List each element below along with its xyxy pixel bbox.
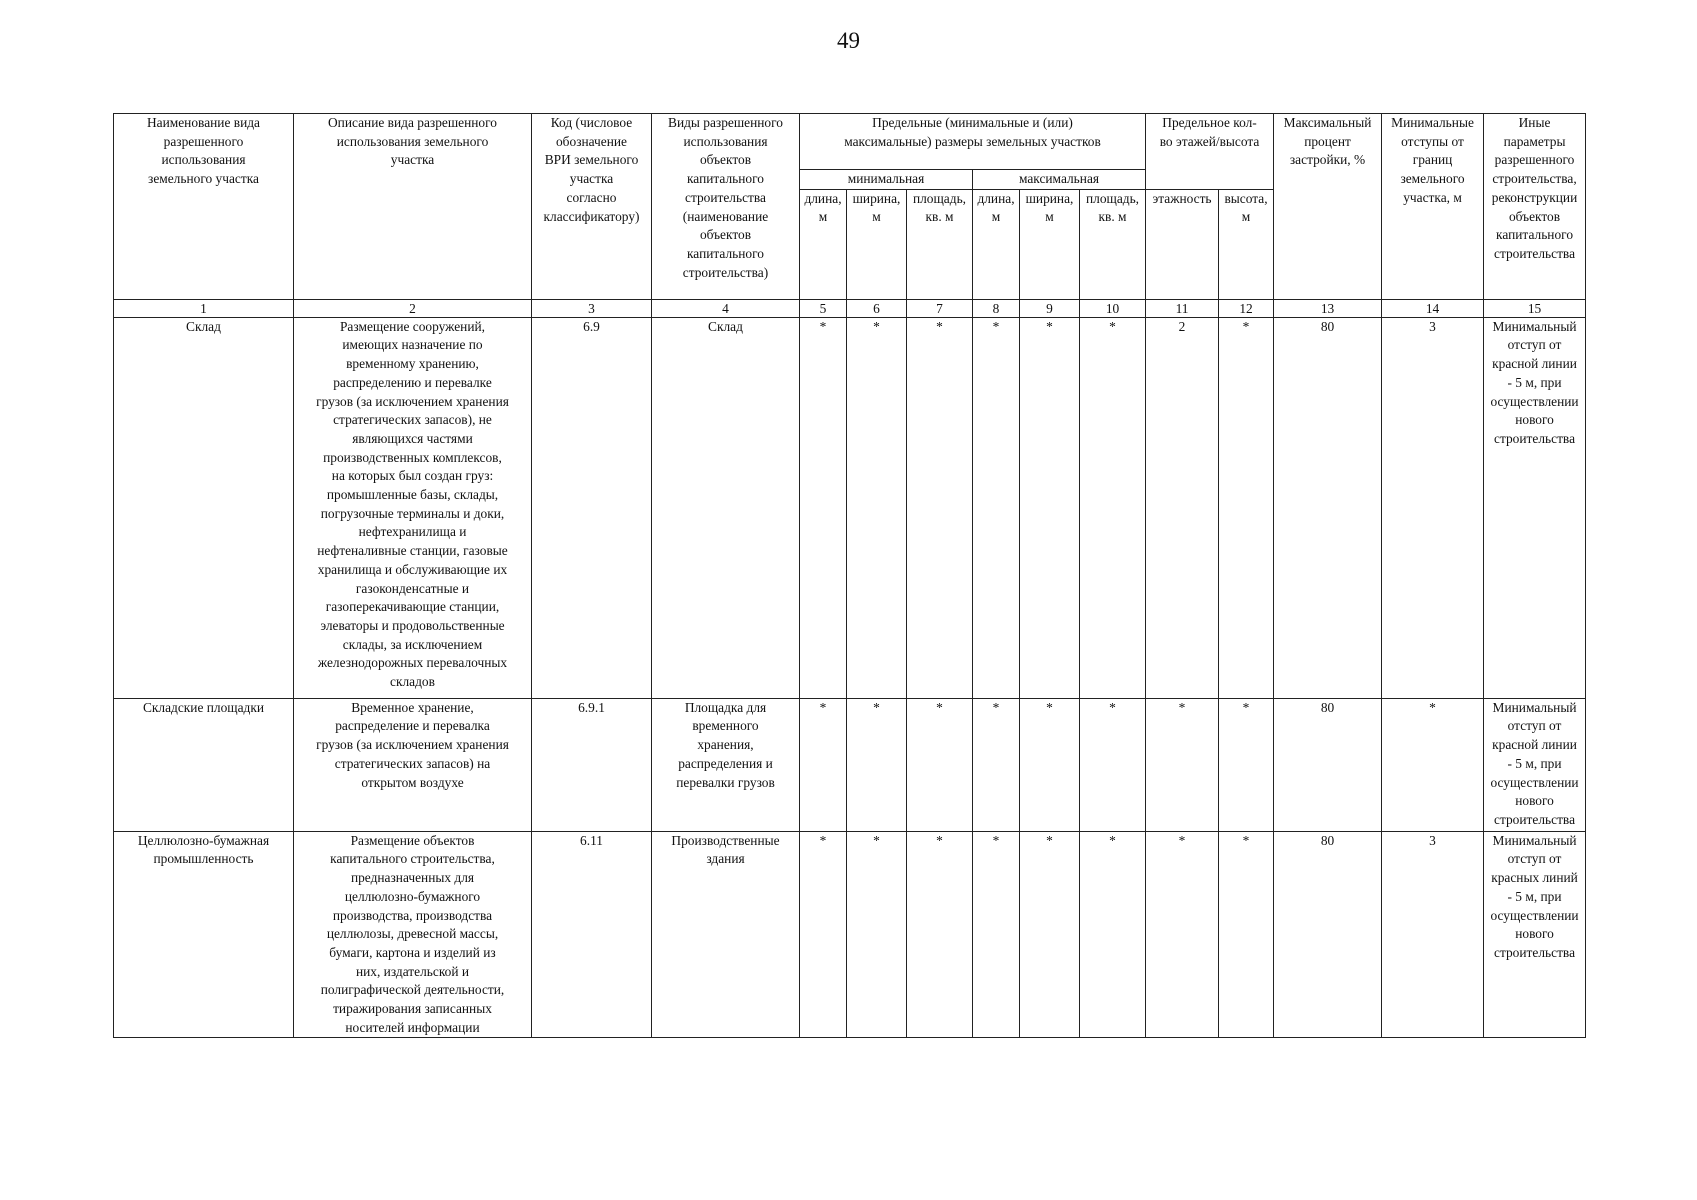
max-coverage-value: 80: [1274, 698, 1382, 831]
min-width-value: *: [847, 831, 907, 1038]
oks-type: Склад: [652, 317, 800, 698]
max-length-value: *: [973, 317, 1020, 698]
max-length-value: *: [973, 698, 1020, 831]
header-max-length: длина, м: [973, 189, 1020, 299]
column-number: 10: [1080, 299, 1146, 317]
column-number: 3: [532, 299, 652, 317]
page-number: 49: [837, 28, 860, 53]
header-floors-height-limits: Предельное кол- во этажей/высота: [1146, 114, 1274, 190]
land-use-name: Складские площадки: [114, 698, 294, 831]
header-row: [114, 114, 1586, 170]
min-width-value: *: [847, 698, 907, 831]
header-oks-types: Виды разрешенного использования объектов капитального строительства (наименование объектов капитального строительства): [652, 114, 800, 300]
header-min-setbacks: Минимальные отступы от границ земельного участка, м: [1382, 114, 1484, 300]
header-max-coverage: Максимальный процент застройки, %: [1274, 114, 1382, 300]
header-min-length: длина, м: [800, 189, 847, 299]
min-width-value: *: [847, 317, 907, 698]
table-row: [114, 831, 1586, 1038]
column-number: 2: [294, 299, 532, 317]
other-params-value: Минимальный отступ от красной линии - 5 м, при осуществлении нового строительства: [1484, 698, 1586, 831]
column-number: 15: [1484, 299, 1586, 317]
height-value: *: [1219, 831, 1274, 1038]
height-value: *: [1219, 317, 1274, 698]
min-setback-value: *: [1382, 698, 1484, 831]
land-use-name: Склад: [114, 317, 294, 698]
min-area-value: *: [907, 317, 973, 698]
header-min-area: площадь, кв. м: [907, 189, 973, 299]
header-max-width: ширина, м: [1020, 189, 1080, 299]
other-params-value: Минимальный отступ от красной линии - 5 м, при осуществлении нового строительства: [1484, 317, 1586, 698]
header-max-area: площадь, кв. м: [1080, 189, 1146, 299]
column-numbers-row: [114, 299, 1586, 317]
max-width-value: *: [1020, 317, 1080, 698]
column-number: 4: [652, 299, 800, 317]
header-code: Код (числовое обозначение ВРИ земельного участка согласно классификатору): [532, 114, 652, 300]
column-number: 13: [1274, 299, 1382, 317]
column-number: 1: [114, 299, 294, 317]
header-floors: этажность: [1146, 189, 1219, 299]
max-length-value: *: [973, 831, 1020, 1038]
land-use-code: 6.9.1: [532, 698, 652, 831]
table-row: [114, 698, 1586, 831]
column-number: 12: [1219, 299, 1274, 317]
min-length-value: *: [800, 698, 847, 831]
oks-type: Площадка для временного хранения, распределения и перевалки грузов: [652, 698, 800, 831]
land-use-regulations-table: [113, 113, 1586, 1038]
oks-type: Производственные здания: [652, 831, 800, 1038]
column-number: 9: [1020, 299, 1080, 317]
land-use-description: Размещение сооружений, имеющих назначение по временному хранению, распределению и перевалке грузов (за исключением хранения стратегических запасов), не являющихся частями производственных комплексов, на которых был создан груз: промышленные базы, склады, погрузочные терминалы и доки, нефтехранилища и нефтеналивные станции, газовые хранилища и обслуживающие их газоконденсатные и газоперекачивающие станции, элеваторы и продовольственные склады, за исключением железнодорожных перевалочных складов: [294, 317, 532, 698]
header-height: высота, м: [1219, 189, 1274, 299]
land-use-code: 6.9: [532, 317, 652, 698]
other-params-value: Минимальный отступ от красных линий - 5 м, при осуществлении нового строительства: [1484, 831, 1586, 1038]
header-other-params: Иные параметры разрешенного строительства, реконструкции объектов капитального строительства: [1484, 114, 1586, 300]
column-number: 7: [907, 299, 973, 317]
column-number: 11: [1146, 299, 1219, 317]
floors-value: *: [1146, 698, 1219, 831]
max-area-value: *: [1080, 317, 1146, 698]
header-description: Описание вида разрешенного использования земельного участка: [294, 114, 532, 300]
min-setback-value: 3: [1382, 831, 1484, 1038]
floors-value: *: [1146, 831, 1219, 1038]
column-number: 8: [973, 299, 1020, 317]
max-width-value: *: [1020, 698, 1080, 831]
header-minimum: минимальная: [800, 170, 973, 190]
min-area-value: *: [907, 698, 973, 831]
max-coverage-value: 80: [1274, 831, 1382, 1038]
header-min-width: ширина, м: [847, 189, 907, 299]
max-width-value: *: [1020, 831, 1080, 1038]
max-area-value: *: [1080, 831, 1146, 1038]
land-use-description: Временное хранение, распределение и перевалка грузов (за исключением хранения стратегических запасов) на открытом воздухе: [294, 698, 532, 831]
min-length-value: *: [800, 831, 847, 1038]
column-number: 14: [1382, 299, 1484, 317]
floors-value: 2: [1146, 317, 1219, 698]
table-row: [114, 317, 1586, 698]
min-area-value: *: [907, 831, 973, 1038]
land-use-name: Целлюлозно-бумажная промышленность: [114, 831, 294, 1038]
header-plot-size-limits: Предельные (минимальные и (или) максимальные) размеры земельных участков: [800, 114, 1146, 170]
max-coverage-value: 80: [1274, 317, 1382, 698]
land-use-description: Размещение объектов капитального строительства, предназначенных для целлюлозно-бумажного производства, производства целлюлозы, древесной массы, бумаги, картона и изделий из них, издательской и полиграфической деятельности, тиражирования записанных носителей информации: [294, 831, 532, 1038]
column-number: 6: [847, 299, 907, 317]
column-number: 5: [800, 299, 847, 317]
max-area-value: *: [1080, 698, 1146, 831]
header-land-use-name: Наименование вида разрешенного использования земельного участка: [114, 114, 294, 300]
min-setback-value: 3: [1382, 317, 1484, 698]
land-use-code: 6.11: [532, 831, 652, 1038]
min-length-value: *: [800, 317, 847, 698]
height-value: *: [1219, 698, 1274, 831]
header-maximum: максимальная: [973, 170, 1146, 190]
